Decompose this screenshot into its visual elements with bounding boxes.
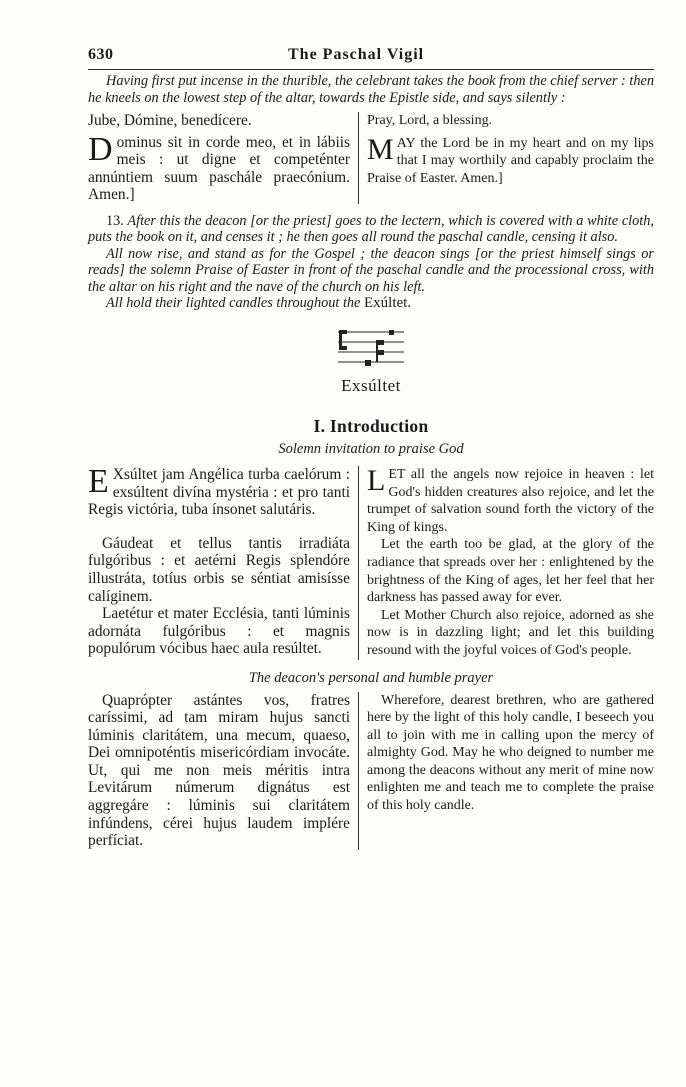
latin-para-3: Laetétur et mater Ecclésia, tanti lúminis adornáta fulgóribus : et magnis populórum vócibus haec aula resúltet. <box>88 605 350 658</box>
rubric-lectern <box>88 213 654 246</box>
english-para-1-text: all the angels now rejoice in heaven : let God's hidden creatures also rejoice, and let the trumpet of salvation sound forth the victory of the King of kings. <box>367 466 654 535</box>
blessing-english-head: Pray, Lord, a blessing. <box>367 113 493 128</box>
latin-para-1 <box>88 462 350 519</box>
prayer-latin-text: Quaprópter astántes vos, fratres caríssimi, ad tam miram hujus sancti lúminis claritátem, una mecum, quaeso, Dei omnipoténtis misericórdiam invocáte. Ut, qui me non meis méritis intra Levitárum númerum dignátus est aggregáre : lúminis sui claritátem infúndens, cérei hujus laudem implére perfíciat. <box>88 691 350 850</box>
blessing-english-text <box>367 132 654 188</box>
latin-para-1-text: Xsúltet jam Angélica turba caelórum : exsúltent divína mystéria : et pro tanti Regis victória, tuba ínsonet salutáris. <box>88 465 350 519</box>
english-para-2: Let the earth too be glad, at the glory of the radiance that spreads over her : enlightened by the brightness of the King of ages, let her feel that her darkness has passed away for ever. <box>367 537 654 606</box>
page-number: 630 <box>88 46 114 63</box>
blessing-latin-head: Jube, Dómine, benedícere. <box>88 112 252 129</box>
section-subtitle: Solemn invitation to praise God <box>278 440 464 457</box>
english-para-1 <box>367 463 654 536</box>
blessing-latin <box>88 112 359 204</box>
rubric-incense-text: Having first put incense in the thurible, the celebrant takes the book from the chief server : then he kneels on the lowest step of the altar, towards the Epistle side, and says silently : <box>88 73 654 106</box>
dropcap-m: M <box>367 132 394 166</box>
dropcap-d: D <box>88 130 113 168</box>
latin-para-2: Gáudeat et tellus tantis irradiáta fulgóribus : et aetérni Regis splendóre illustráta, totíus orbis se séntiat amisísse calíginem. <box>88 534 350 605</box>
introduction-latin <box>88 462 359 660</box>
chant-label: Exsúltet <box>341 375 401 395</box>
header-rule <box>88 69 654 70</box>
prayer-english <box>359 692 654 850</box>
prayer-block <box>88 692 654 850</box>
english-para-3: Let Mother Church also rejoice, adorned as she now is in dazzling light; and let this building resound with the joyful voices of God's people. <box>367 607 654 658</box>
introduction-english <box>359 463 654 660</box>
blessing-latin-text <box>88 130 350 204</box>
rubric-exultet-word: Exúltet. <box>363 295 412 312</box>
blessing-block <box>88 112 654 204</box>
rubric-candles <box>88 295 654 312</box>
running-header <box>88 40 654 64</box>
dropcap-e: E <box>88 462 109 500</box>
prayer-latin <box>88 692 359 850</box>
rubric-rise <box>88 246 654 296</box>
rubric-candles-text: All hold their lighted candles throughout the <box>106 295 361 312</box>
rubric-incense <box>88 73 654 106</box>
running-title: The Paschal Vigil <box>288 46 425 63</box>
section-title: I. Introduction <box>313 415 429 436</box>
chant-block <box>88 326 654 396</box>
smallcaps-ay: AY <box>396 135 416 151</box>
rubric-rise-text: All now rise, and stand as for the Gospel ; the deacon sings [or the priest himself sings or reads] the solemn Praise of Easter in front of the paschal candle and the processional cross, with the altar on his right and the nave of the church on his left. <box>88 245 654 295</box>
rubric-lectern-text: After this the deacon [or the priest] goes to the lectern, which is covered with a white cloth, puts the book on it, and censes it ; he then goes all round the paschal candle, censing it also. <box>88 212 654 246</box>
page <box>88 40 654 850</box>
prayer-english-text: Wherefore, dearest brethren, who are gathered here by the light of this holy candle, I beseech you all to join with me in calling upon the mercy of almighty God. May he who deigned to number me among the deacons without any merit of mine now enlighten me and teach me to complete the praise of this holy candle. <box>367 692 654 814</box>
blessing-english-body: the Lord be in my heart and on my lips that I may worthily and capably proclaim the Praise of Easter. Amen.] <box>367 135 654 186</box>
rubric-number: 13. <box>106 212 124 229</box>
introduction-block <box>88 462 654 660</box>
prayer-subtitle: The deacon's personal and humble prayer <box>248 669 494 686</box>
smallcaps-et: ET <box>388 466 406 482</box>
chant-staff-icon <box>336 326 406 372</box>
dropcap-l: L <box>367 463 386 497</box>
blessing-latin-body: ominus sit in corde meo, et in lábiis meis : ut digne et competénter annúntiem suum paschále praecónium. Amen.] <box>88 133 350 204</box>
blessing-english <box>359 112 654 204</box>
